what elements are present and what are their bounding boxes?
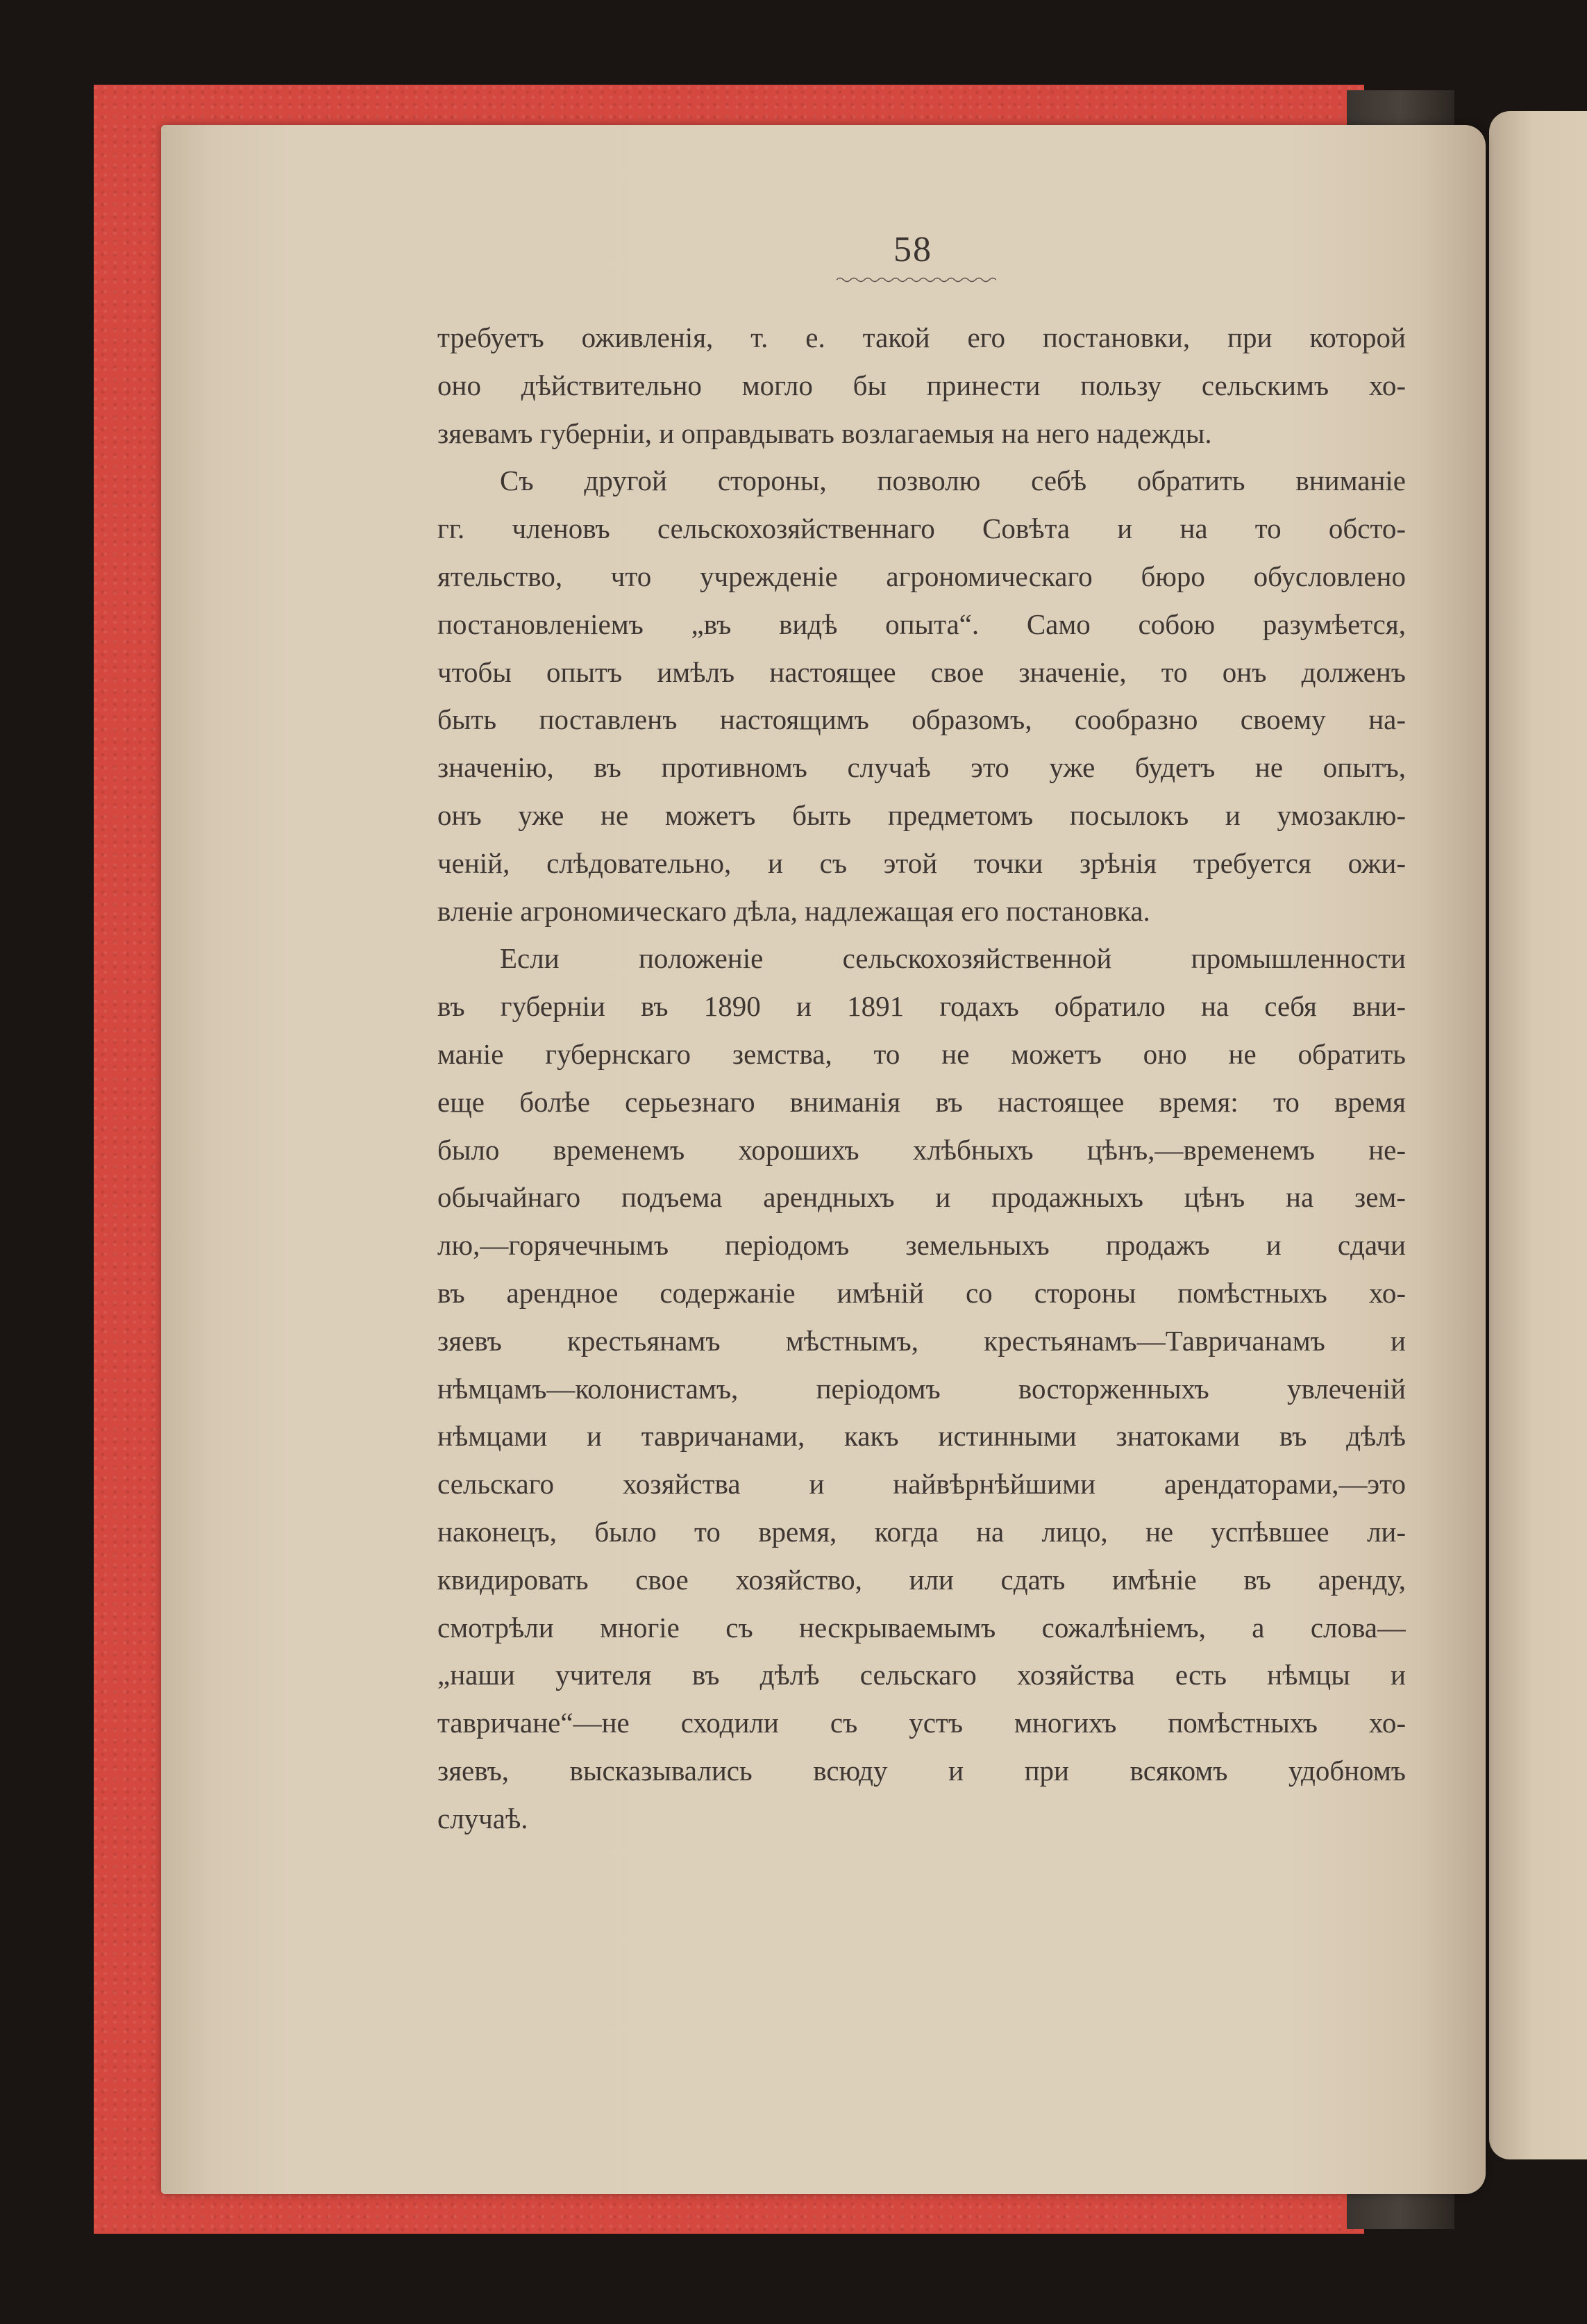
text-line: нѣмцами и тавричанами, какъ истинными знатоками въ дѣлѣ [437,1420,1406,1453]
text-line: обычайнаго подъема арендныхъ и продажныхъ цѣнъ на зем- [437,1181,1406,1214]
text-line: гг. членовъ сельскохозяйственнаго Совѣта и на то обсто- [437,512,1406,545]
text-line: сельскаго хозяйства и найвѣрнѣйшими арендаторами,—это [437,1468,1406,1500]
text-line: было временемъ хорошихъ хлѣбныхъ цѣнъ,—временемъ не- [437,1133,1406,1166]
text-line: постановленіемъ „въ видѣ опыта“. Само собою разумѣется, [437,608,1406,640]
text-line: тавричане“—не сходили съ устъ многихъ помѣстныхъ хо- [437,1707,1406,1739]
page-number: 58 [893,230,932,269]
text-line: быть поставленъ настоящимъ образомъ, сообразно своему на- [437,703,1406,736]
text-line: еще болѣе серьезнаго вниманія въ настоящее время: то время [437,1085,1406,1118]
text-line: смотрѣли многіе съ нескрываемымъ сожалѣніемъ, а слова— [437,1611,1406,1644]
text-line: нѣмцамъ—колонистамъ, періодомъ восторженныхъ увлеченій [437,1372,1406,1405]
text-line: лю,—горячечнымъ періодомъ земельныхъ продажъ и сдачи [437,1229,1406,1262]
text-line: ятельство, что учрежденіе агрономическаго бюро обусловлено [437,560,1406,592]
text-line: въ арендное содержаніе имѣній со стороны помѣстныхъ хо- [437,1276,1406,1309]
text-line: маніе губернскаго земства, то не можетъ оно не обратить [437,1037,1406,1070]
text-line: зяевъ, высказывались всюду и при всякомъ удобномъ [437,1754,1406,1787]
text-line: Съ другой стороны, позволю себѣ обратить вниманіе [500,465,1406,497]
text-line: квидировать свое хозяйство, или сдать имѣніе въ аренду, [437,1563,1406,1596]
text-line: чтобы опытъ имѣлъ настоящее свое значеніе, то онъ долженъ [437,655,1406,688]
text-line: требуетъ оживленія, т. е. такой его постановки, при которой [437,321,1406,353]
text-line: „наши учителя въ дѣлѣ сельскаго хозяйства есть нѣмцы и [437,1659,1406,1691]
text-line: зяевамъ губерніи, и оправдывать возлагаемыя на него надежды. [437,417,1212,449]
page-number-ornament [837,276,996,283]
body-text [437,314,1406,1843]
text-line: случаѣ. [437,1802,528,1834]
text-line: зяевъ крестьянамъ мѣстнымъ, крестьянамъ—Тавричанамъ и [437,1324,1406,1357]
text-line: ченій, слѣдовательно, и съ этой точки зрѣнія требуется ожи- [437,846,1406,879]
text-line: значенію, въ противномъ случаѣ это уже будетъ не опытъ, [437,751,1406,784]
text-line: наконецъ, было то время, когда на лицо, не успѣвшее ли- [437,1515,1406,1548]
text-line: въ губерніи въ 1890 и 1891 годахъ обратило на себя вни- [437,990,1406,1023]
text-line: оно дѣйствительно могло бы принести пользу сельскимъ хо- [437,369,1406,401]
text-line: Если положеніе сельскохозяйственной промышленности [500,942,1406,975]
text-line: онъ уже не можетъ быть предметомъ посылокъ и умозаклю- [437,799,1406,831]
facing-page [1489,111,1587,2159]
text-line: вленіе агрономическаго дѣла, надлежащая его постановка. [437,894,1150,927]
